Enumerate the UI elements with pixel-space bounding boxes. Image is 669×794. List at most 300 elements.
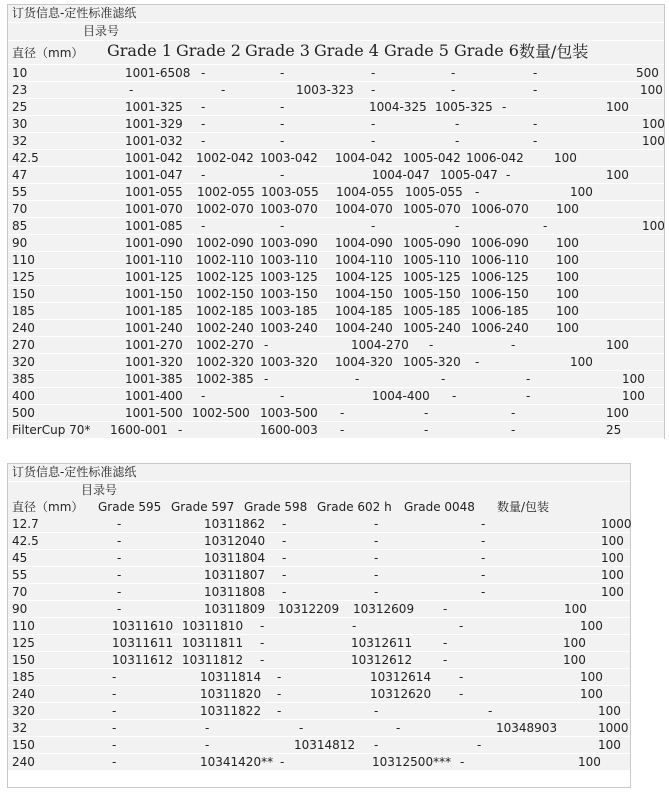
table-row: [8, 303, 664, 320]
table-cell: 1001-385: [125, 372, 183, 386]
cell-diameter: 25: [12, 100, 28, 114]
cell-diameter: 90: [12, 602, 28, 616]
table-cell: 1001-270: [125, 338, 183, 352]
table-cell: -: [443, 636, 448, 650]
table-cell: 1001-055: [125, 185, 183, 199]
column-header-grade-598: Grade 598: [244, 500, 308, 514]
table-cell: 10312609: [353, 602, 415, 616]
ordering-table-grades-595-0048: [7, 463, 631, 788]
table-cell: 1001-110: [125, 253, 183, 267]
table-cell: 1002-090: [196, 236, 254, 250]
table-cell: -: [481, 517, 486, 531]
table-title: 订货信息-定性标准滤纸: [12, 465, 137, 479]
table-cell: 10311814: [200, 670, 262, 684]
table-cell: 1003-240: [260, 321, 318, 335]
table-cell: 100: [606, 100, 629, 114]
table-cell: -: [396, 721, 401, 735]
table-cell: 1002-270: [196, 338, 254, 352]
table-cell: 10348903: [496, 721, 558, 735]
table-row: [8, 388, 664, 405]
table-cell: 1002-110: [196, 253, 254, 267]
cell-diameter: 240: [12, 321, 35, 335]
table-cell: -: [533, 83, 538, 97]
table-row: [8, 133, 664, 150]
cell-diameter: 110: [12, 253, 35, 267]
cell-diameter: 150: [12, 738, 35, 752]
cell-diameter: 185: [12, 304, 35, 318]
table-cell: -: [481, 568, 486, 582]
cell-diameter: 47: [12, 168, 28, 182]
table-cell: -: [280, 66, 285, 80]
table-cell: -: [371, 83, 376, 97]
table-cell: 1004-325: [369, 100, 427, 114]
table-cell: -: [264, 338, 269, 352]
table-cell: 1004-400: [372, 389, 430, 403]
table-cell: 100: [642, 219, 665, 233]
cell-diameter: 70: [12, 202, 28, 216]
table-cell: 1001-032: [125, 134, 183, 148]
table-row: [8, 405, 664, 422]
table-cell: -: [481, 534, 486, 548]
column-header-grade-0048: Grade 0048: [404, 500, 475, 514]
table-cell: 1003-042: [260, 151, 318, 165]
cell-diameter: 400: [12, 389, 35, 403]
table-cell: -: [374, 738, 379, 752]
table-cell: 1004-270: [351, 338, 409, 352]
table-title: 订货信息-定性标准滤纸: [12, 6, 137, 20]
cell-diameter: 320: [12, 355, 35, 369]
cell-diameter: 385: [12, 372, 35, 386]
table-cell: 100: [642, 134, 665, 148]
table-cell: -: [280, 389, 285, 403]
table-cell: -: [201, 134, 206, 148]
table-cell: -: [112, 755, 117, 769]
table-cell: -: [277, 687, 282, 701]
table-cell: -: [221, 83, 226, 97]
table-cell: 1002-125: [196, 270, 254, 284]
table-cell: -: [511, 423, 516, 437]
table-cell: 1006-070: [471, 202, 529, 216]
table-cell: 1004-090: [335, 236, 393, 250]
table-cell: 10311820: [200, 687, 262, 701]
table-row: [8, 618, 630, 635]
table-row: [8, 567, 630, 584]
column-header-grade-602h: Grade 602 h: [317, 500, 392, 514]
table-row: [8, 635, 630, 652]
table-cell: -: [441, 372, 446, 386]
table-cell: 1004-320: [335, 355, 393, 369]
table-cell: 1005-070: [403, 202, 461, 216]
table-cell: -: [282, 568, 287, 582]
table-cell: 1005-320: [403, 355, 461, 369]
table-cell: -: [374, 704, 379, 718]
table-cell: 10311809: [204, 602, 266, 616]
table-cell: 10312500***: [372, 755, 452, 769]
table-cell: 100: [563, 653, 586, 667]
table-cell: -: [280, 100, 285, 114]
table-row: [8, 652, 630, 669]
table-cell: 1004-042: [335, 151, 393, 165]
table-cell: 1004-110: [335, 253, 393, 267]
table-cell: 1005-090: [403, 236, 461, 250]
table-cell: 10311810: [182, 619, 244, 633]
column-header-grade-595: Grade 595: [98, 500, 162, 514]
table-cell: 100: [580, 670, 603, 684]
table-row: [8, 584, 630, 601]
cell-diameter: 32: [12, 721, 28, 735]
table-cell: 1005-110: [403, 253, 461, 267]
cell-diameter: 42.5: [12, 534, 39, 548]
table-cell: 10312611: [351, 636, 413, 650]
cell-diameter: 32: [12, 134, 28, 148]
table-cell: 100: [556, 270, 579, 284]
table-cell: 1002-070: [196, 202, 254, 216]
table-cell: 100: [570, 185, 593, 199]
table-cell: -: [459, 619, 464, 633]
cell-diameter: FilterCup 70*: [12, 423, 91, 437]
table-cell: 1001-329: [125, 117, 183, 131]
column-header-grade-5: Grade 5: [384, 41, 449, 60]
table-row: [8, 252, 664, 269]
table-cell: -: [511, 406, 516, 420]
cell-diameter: 240: [12, 687, 35, 701]
table-cell: 1006-240: [471, 321, 529, 335]
table-cell: 10311804: [204, 551, 266, 565]
table-cell: 10311612: [112, 653, 174, 667]
table-cell: -: [455, 134, 460, 148]
cell-diameter: 240: [12, 755, 35, 769]
cell-diameter: 55: [12, 568, 28, 582]
table-cell: -: [117, 568, 122, 582]
table-cell: 10312620: [370, 687, 432, 701]
table-cell: -: [282, 517, 287, 531]
table-cell: 1600-003: [260, 423, 318, 437]
table-cell: -: [533, 66, 538, 80]
table-cell: -: [475, 355, 480, 369]
table-cell: 1001-150: [125, 287, 183, 301]
table-cell: -: [277, 704, 282, 718]
table-row: [8, 601, 630, 618]
table-cell: 100: [564, 602, 587, 616]
table-cell: 100: [578, 755, 601, 769]
table-cell: 1002-240: [196, 321, 254, 335]
table-row: [8, 269, 664, 286]
table-cell: -: [526, 372, 531, 386]
table-row: [8, 669, 630, 686]
table-cell: -: [452, 389, 457, 403]
cell-diameter: 110: [12, 619, 35, 633]
table-cell: 1006-090: [471, 236, 529, 250]
table-row: [8, 235, 664, 252]
table-cell: -: [533, 117, 538, 131]
table-cell: -: [201, 66, 206, 80]
table-row: [8, 167, 664, 184]
table-cell: 1006-185: [471, 304, 529, 318]
table-cell: -: [277, 670, 282, 684]
table-row: [8, 422, 664, 439]
table-row: [8, 65, 664, 82]
table-title-row: [8, 464, 630, 482]
table-cell: 100: [601, 568, 624, 582]
table-cell: -: [481, 585, 486, 599]
table-cell: 1002-042: [196, 151, 254, 165]
column-header-grade-3: Grade 3: [245, 41, 310, 60]
table-title-row: [8, 5, 664, 23]
table-cell: 1002-185: [196, 304, 254, 318]
table-cell: -: [112, 670, 117, 684]
table-cell: 100: [622, 389, 645, 403]
table-cell: -: [355, 372, 360, 386]
table-cell: 100: [580, 687, 603, 701]
table-cell: -: [282, 585, 287, 599]
table-cell: 1004-047: [372, 168, 430, 182]
table-cell: -: [374, 551, 379, 565]
table-cell: -: [543, 219, 548, 233]
table-cell: 10311808: [204, 585, 266, 599]
table-cell: -: [129, 83, 134, 97]
table-cell: 1003-150: [260, 287, 318, 301]
cell-diameter: 30: [12, 117, 28, 131]
table-cell: -: [506, 168, 511, 182]
table-cell: 1004-070: [335, 202, 393, 216]
table-row: [8, 720, 630, 737]
table-cell: 100: [606, 338, 629, 352]
table-cell: 1003-110: [260, 253, 318, 267]
table-cell: 1005-047: [440, 168, 498, 182]
table-cell: -: [340, 423, 345, 437]
table-cell: 100: [554, 151, 577, 165]
table-cell: 1004-185: [335, 304, 393, 318]
table-cell: -: [455, 117, 460, 131]
cell-diameter: 45: [12, 551, 28, 565]
table-cell: 10341420**: [200, 755, 274, 769]
table-cell: -: [280, 117, 285, 131]
table-cell: -: [488, 704, 493, 718]
table-cell: 100: [622, 372, 645, 386]
table-cell: -: [201, 389, 206, 403]
table-cell: -: [282, 534, 287, 548]
table-cell: 1004-150: [335, 287, 393, 301]
table-cell: -: [371, 66, 376, 80]
table-cell: -: [429, 338, 434, 352]
table-row: [8, 533, 630, 550]
table-cell: 100: [556, 236, 579, 250]
table-cell: -: [117, 551, 122, 565]
table-subtitle-row: [8, 23, 664, 41]
table-cell: 1001-090: [125, 236, 183, 250]
table-cell: -: [443, 602, 448, 616]
column-header-quantity-per-pack: 数量/包装: [497, 500, 550, 514]
column-header-grade-2: Grade 2: [176, 41, 241, 60]
table-cell: -: [451, 83, 456, 97]
cell-diameter: 125: [12, 270, 35, 284]
table-cell: -: [205, 738, 210, 752]
table-cell: 1001-125: [125, 270, 183, 284]
table-cell: 25: [606, 423, 622, 437]
table-cell: 1001-185: [125, 304, 183, 318]
table-cell: 100: [606, 168, 629, 182]
table-cell: 10312612: [351, 653, 413, 667]
table-cell: 1003-070: [260, 202, 318, 216]
column-header-grade-4: Grade 4: [314, 41, 379, 60]
table-cell: 100: [606, 406, 629, 420]
cell-diameter: 320: [12, 704, 35, 718]
table-cell: 1002-385: [196, 372, 254, 386]
table-cell: 100: [556, 321, 579, 335]
cell-diameter: 23: [12, 83, 28, 97]
table-cell: -: [260, 653, 265, 667]
cell-diameter: 500: [12, 406, 35, 420]
cell-diameter: 150: [12, 653, 35, 667]
table-cell: -: [451, 66, 456, 80]
table-cell: 1003-090: [260, 236, 318, 250]
table-row: [8, 201, 664, 218]
table-row: [8, 150, 664, 167]
table-cell: -: [371, 219, 376, 233]
table-row: [8, 99, 664, 116]
table-subtitle-row: [8, 482, 630, 500]
table-row: [8, 354, 664, 371]
table-cell: 1003-055: [261, 185, 319, 199]
table-row: [8, 320, 664, 337]
table-cell: 1005-150: [403, 287, 461, 301]
table-cell: 100: [601, 534, 624, 548]
table-cell: 100: [556, 304, 579, 318]
table-cell: 1005-185: [403, 304, 461, 318]
table-cell: 1001-320: [125, 355, 183, 369]
table-row: [8, 286, 664, 303]
table-cell: 100: [598, 704, 621, 718]
table-cell: -: [340, 406, 345, 420]
table-cell: 1001-047: [125, 168, 183, 182]
table-cell: -: [374, 585, 379, 599]
cell-diameter: 85: [12, 219, 28, 233]
table-cell: -: [374, 568, 379, 582]
cell-diameter: 70: [12, 585, 28, 599]
table-cell: -: [117, 517, 122, 531]
table-cell: 1005-055: [405, 185, 463, 199]
table-cell: -: [112, 738, 117, 752]
table-row: [8, 337, 664, 354]
table-cell: 1000: [601, 517, 632, 531]
table-cell: 1002-500: [192, 406, 250, 420]
table-cell: 100: [640, 83, 663, 97]
table-cell: 10311611: [112, 636, 174, 650]
table-cell: 10311807: [204, 568, 266, 582]
table-cell: 1003-500: [260, 406, 318, 420]
table-row: [8, 686, 630, 703]
table-cell: -: [511, 338, 516, 352]
table-cell: -: [201, 168, 206, 182]
table-cell: -: [117, 602, 122, 616]
cell-diameter: 10: [12, 66, 28, 80]
table-cell: 1001-042: [125, 151, 183, 165]
table-cell: 1006-042: [466, 151, 524, 165]
column-header-diameter: 直径（mm）: [12, 500, 84, 514]
table-row: [8, 754, 630, 771]
table-cell: 1005-325: [435, 100, 493, 114]
table-cell: 1006-150: [471, 287, 529, 301]
table-cell: 1001-400: [125, 389, 183, 403]
table-cell: 1003-320: [260, 355, 318, 369]
table-cell: -: [299, 721, 304, 735]
table-cell: -: [260, 619, 265, 633]
table-cell: 1002-055: [197, 185, 255, 199]
table-cell: -: [201, 219, 206, 233]
table-cell: -: [502, 100, 507, 114]
cell-diameter: 150: [12, 287, 35, 301]
table-cell: 100: [598, 738, 621, 752]
table-header-row: [8, 41, 664, 65]
table-cell: -: [459, 670, 464, 684]
table-cell: -: [371, 117, 376, 131]
catalog-number-label: 目录号: [83, 24, 120, 38]
table-cell: -: [260, 636, 265, 650]
column-header-diameter: 直径（mm）: [12, 46, 84, 60]
table-cell: 100: [601, 585, 624, 599]
table-cell: -: [112, 721, 117, 735]
table-cell: -: [475, 185, 480, 199]
table-cell: 1006-110: [471, 253, 529, 267]
table-cell: 100: [563, 636, 586, 650]
cell-diameter: 12.7: [12, 517, 39, 531]
table-cell: 1001-500: [125, 406, 183, 420]
table-cell: -: [117, 534, 122, 548]
table-cell: 10311610: [112, 619, 174, 633]
table-cell: 1005-240: [403, 321, 461, 335]
table-cell: 1005-125: [403, 270, 461, 284]
table-cell: -: [280, 134, 285, 148]
table-row: [8, 116, 664, 133]
table-cell: -: [280, 168, 285, 182]
table-cell: 1600-001: [110, 423, 168, 437]
table-cell: 100: [642, 117, 665, 131]
table-cell: -: [352, 619, 357, 633]
table-cell: 1001-070: [125, 202, 183, 216]
table-cell: 10311812: [182, 653, 244, 667]
table-cell: -: [112, 687, 117, 701]
table-cell: -: [459, 687, 464, 701]
table-cell: 10312040: [204, 534, 266, 548]
table-cell: 10314812: [294, 738, 356, 752]
table-cell: 100: [556, 253, 579, 267]
table-row: [8, 550, 630, 567]
table-cell: 10311862: [204, 517, 266, 531]
table-cell: -: [205, 721, 210, 735]
table-cell: -: [374, 517, 379, 531]
table-cell: 100: [556, 202, 579, 216]
table-cell: -: [178, 423, 183, 437]
table-cell: -: [533, 134, 538, 148]
table-cell: -: [201, 117, 206, 131]
column-header-grade-6: Grade 6: [454, 41, 519, 60]
table-cell: 1003-185: [260, 304, 318, 318]
cell-diameter: 125: [12, 636, 35, 650]
table-cell: 500: [636, 66, 659, 80]
table-row: [8, 371, 664, 388]
table-cell: 1001-240: [125, 321, 183, 335]
table-cell: 10312614: [370, 670, 432, 684]
table-cell: -: [282, 551, 287, 565]
table-cell: -: [374, 534, 379, 548]
table-row: [8, 82, 664, 99]
table-cell: -: [117, 585, 122, 599]
cell-diameter: 185: [12, 670, 35, 684]
table-cell: -: [424, 423, 429, 437]
table-cell: 1005-042: [403, 151, 461, 165]
table-cell: -: [526, 389, 531, 403]
table-cell: 1004-125: [335, 270, 393, 284]
